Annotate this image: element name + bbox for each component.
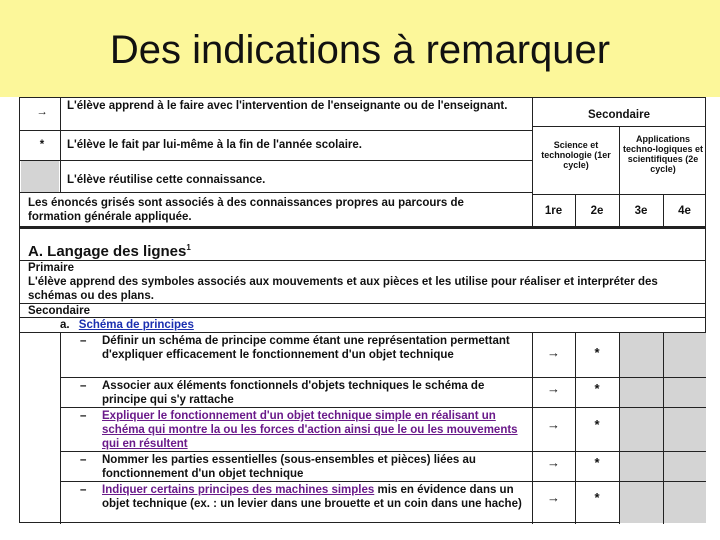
item-dash: – [80, 484, 87, 496]
footnote-mark: 1 [186, 243, 191, 252]
item-dash: – [80, 454, 87, 466]
progression-table [19, 97, 706, 523]
sub-label: a. [60, 319, 70, 331]
legend-text-star: L'élève le fait par lui-même à la fin de l'année scolaire. [67, 139, 363, 151]
arrow-mark: → [547, 345, 560, 360]
star-mark: * [594, 490, 600, 505]
legend-note: Les énoncés grisés sont associés à des connaissances propres au parcours de formation générale appliquée. [28, 197, 464, 223]
item-dash: – [80, 410, 87, 422]
item-text: Définir un schéma de principe comme étant une représentation permettant d'expliquer efficacement le fonctionnement d'un objet technique [102, 335, 510, 361]
arrow-mark: → [547, 490, 560, 505]
primaire-label: Primaire [28, 262, 75, 274]
arrow-mark: → [547, 455, 560, 470]
star-symbol: * [39, 139, 45, 151]
item-dash: – [80, 335, 87, 347]
year-2: 2e [590, 205, 604, 217]
star-mark: * [594, 345, 600, 360]
star-mark: * [594, 455, 600, 470]
arrow-mark: → [547, 417, 560, 432]
arrow-symbol: → [36, 106, 48, 118]
item-text-rest: mis en évidence dans un objet technique (ex. : un levier dans une brouette et un coin dans une hache) [102, 484, 522, 510]
legend-text-grey: L'élève réutilise cette connaissance. [67, 174, 266, 186]
secondaire-label: Secondaire [28, 305, 90, 317]
grey-swatch [21, 161, 59, 192]
year-4: 4e [678, 205, 691, 217]
item-dash: – [80, 380, 87, 392]
sub-title-schema: Schéma de principes [78, 319, 194, 331]
item-text-link[interactable]: Indiquer certains principes des machines simples [102, 484, 375, 496]
slide-title: Des indications à remarquer [109, 28, 611, 72]
section-title [28, 239, 428, 260]
star-mark: * [594, 381, 600, 396]
col-science-techno: Science et technologie (1er cycle) [541, 140, 611, 170]
year-3: 3e [634, 205, 648, 217]
secondaire-header: Secondaire [588, 109, 650, 121]
item-text-link[interactable]: Expliquer le fonctionnement d'un objet technique simple en réalisant un schéma qui montre la ou les forces d'action ainsi que le ou les mouvements qui en résultent [102, 410, 518, 450]
title-band [0, 0, 720, 97]
star-mark: * [594, 417, 600, 432]
year-1: 1re [544, 205, 563, 217]
section-title-text: A. Langage des lignes [28, 243, 187, 260]
primaire-text: L'élève apprend des symboles associés aux mouvements et aux pièces et les utilise pour réaliser et interpréter des schémas ou des plans. [28, 276, 658, 302]
col-applications: Applications techno-logiques et scientifiques (2e cycle) [622, 134, 703, 174]
arrow-mark: → [547, 381, 560, 396]
item-text: Nommer les parties essentielles (sous-ensembles et pièces) liées au fonctionnement d'un objet technique [102, 454, 476, 480]
item-text [102, 483, 522, 511]
legend-text-arrow: L'élève apprend à le faire avec l'intervention de l'enseignante ou de l'enseignant. [67, 100, 508, 112]
item-text: Associer aux éléments fonctionnels d'objets techniques le schéma de principe qui s'y rattache [102, 380, 485, 406]
